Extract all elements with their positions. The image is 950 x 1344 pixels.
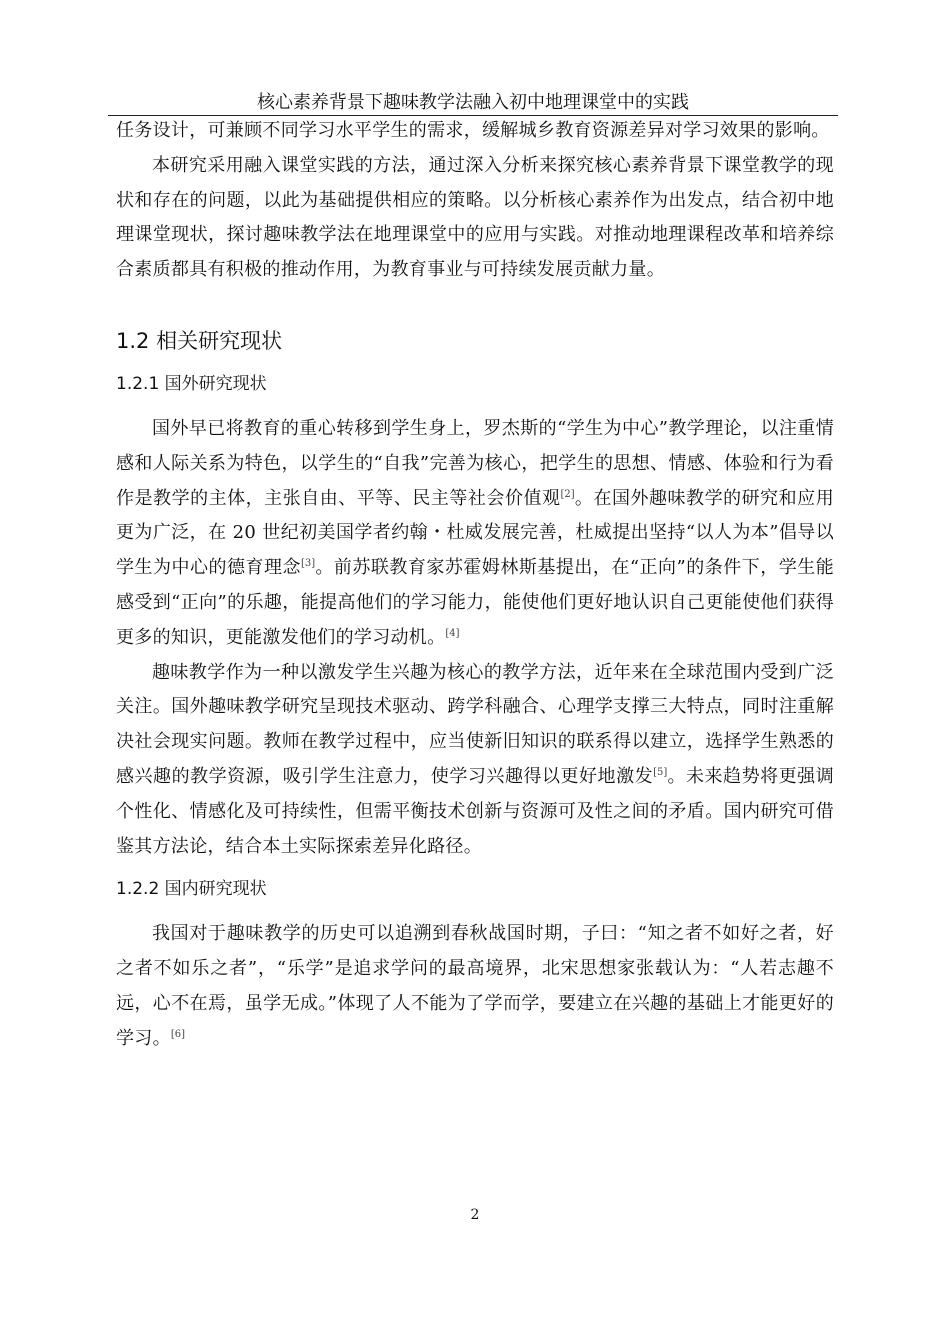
running-header: 核心素养背景下趣味教学法融入初中地理课堂中的实践 bbox=[257, 92, 689, 113]
text-run: 。在国外趣味教学的研究和应用更为广泛，在 20 世纪初美国学者约翰・杜威发展完善，杜威提出坚持“以人为本”倡导以学生为中心的德育理念 bbox=[116, 487, 835, 579]
subsection-heading: 1.2.2 国内研究现状 bbox=[116, 879, 267, 900]
citation-marker: [2] bbox=[560, 488, 575, 500]
text-run: 。未来趋势将更强调个性化、情感化及可持续性，但需平衡技术创新与资源可及性之间的矛盾。国内研究可借鉴其方法论，结合本土实际探索差异化路径。 bbox=[116, 765, 834, 857]
paragraph: 本研究采用融入课堂实践的方法，通过深入分析来探究核心素养背景下课堂教学的现状和存在的问题，以此为基础提供相应的策略。以分析核心素养作为出发点，结合初中地理课堂现状，探讨趣味教学法在地理课堂中的应用与实践。对推动地理课程改革和培养综合素质都具有积极的推动作用，为教育事业与可持续发展贡献力量。 bbox=[116, 154, 834, 281]
page-body bbox=[116, 114, 834, 1057]
subsection-heading: 1.2.1 国外研究现状 bbox=[116, 373, 267, 394]
text-run: 国外早已将教育的重心转移到学生身上，罗杰斯的“学生为中心”教学理论，以注重情感和人际关系为特色，以学生的“自我”完善为核心，把学生的思想、情感、体验和行为看作是教学的主体，主张自由、平等、民主等社会价值观 bbox=[116, 417, 834, 509]
paragraph bbox=[116, 656, 834, 865]
text-run: 我国对于趣味教学的历史可以追溯到春秋战国时期，子曰：“知之者不如好之者，好之者不如乐之者”，“乐学”是追求学问的最高境界，北宋思想家张载认为：“人若志趣不远，心不在焉，虽学无成。”体现了人不能为了学而学，要建立在兴趣的基础上才能更好的学习。 bbox=[116, 923, 834, 1049]
citation-marker: [6] bbox=[170, 1028, 186, 1040]
paragraph bbox=[116, 917, 834, 1056]
citation-marker: [3] bbox=[300, 558, 316, 570]
section-heading: 1.2 相关研究现状 bbox=[116, 328, 283, 353]
text-run: 趣味教学作为一种以激发学生兴趣为核心的教学方法，近年来在全球范围内受到广泛关注。国外趣味教学研究呈现技术驱动、跨学科融合、心理学支撑三大特点，同时注重解决社会现实问题。教师在教学过程中，应当使新旧知识的联系得以建立，选择学生熟悉的感兴趣的教学资源，吸引学生注意力，使学习兴趣得以更好地激发 bbox=[116, 661, 834, 787]
citation-marker: [5] bbox=[653, 766, 668, 778]
paragraph bbox=[116, 412, 834, 656]
citation-marker: [4] bbox=[445, 627, 460, 639]
text-run: 。前苏联教育家苏霍姆林斯基提出，在“正向”的条件下，学生能感受到“正向”的乐趣，能提高他们的学习能力，能使他们更好地认识自己更能使他们获得更多的知识，更能激发他们的学习动机。 bbox=[116, 557, 834, 648]
page-number: 2 bbox=[470, 1207, 480, 1223]
paragraph: 任务设计，可兼顾不同学习水平学生的需求，缓解城乡教育资源差异对学习效果的影响。 bbox=[116, 120, 830, 141]
